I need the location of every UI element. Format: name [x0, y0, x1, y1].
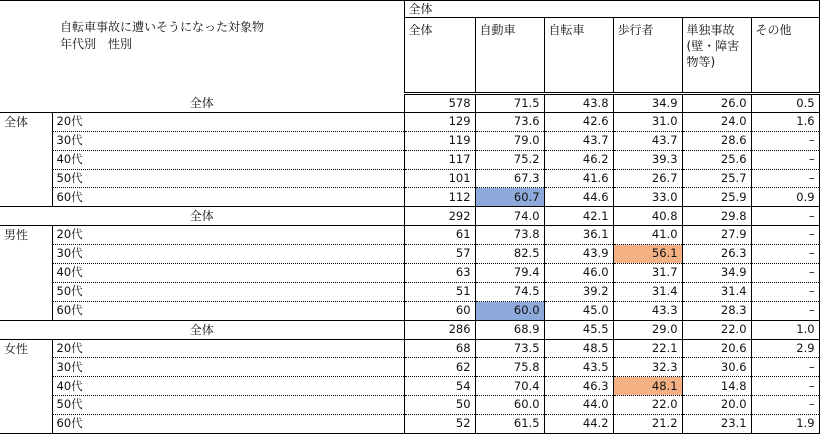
cell-count: 62 — [404, 358, 475, 377]
cell-solo-accident: 25.7 — [682, 169, 751, 188]
cell-car: 70.4 — [475, 377, 544, 396]
table-row — [0, 377, 819, 396]
total-cell-car: 74.0 — [475, 207, 544, 226]
section-total-row — [0, 320, 819, 339]
table-title — [0, 1, 404, 94]
cell-bicycle: 36.1 — [544, 226, 613, 245]
col-header-car: 自動車 — [475, 18, 544, 94]
cell-bicycle: 43.9 — [544, 245, 613, 264]
cell-solo-accident: 25.6 — [682, 150, 751, 169]
cell-solo-accident: 14.8 — [682, 377, 751, 396]
total-cell-pedestrian: 34.9 — [613, 94, 682, 113]
cell-count: 54 — [404, 377, 475, 396]
cell-car: 73.8 — [475, 226, 544, 245]
age-label: 20代 — [52, 112, 404, 131]
col-header-total: 全体 — [404, 18, 475, 94]
cell-solo-accident: 34.9 — [682, 264, 751, 283]
cell-other: – — [751, 358, 819, 377]
age-label: 50代 — [52, 169, 404, 188]
total-cell-other: 1.0 — [751, 320, 819, 339]
total-cell-pedestrian: 29.0 — [613, 320, 682, 339]
cell-pedestrian: 56.1 — [613, 245, 682, 264]
total-cell-other: – — [751, 207, 819, 226]
cell-pedestrian: 43.3 — [613, 301, 682, 320]
cell-pedestrian: 31.4 — [613, 282, 682, 301]
cell-bicycle: 39.2 — [544, 282, 613, 301]
cell-count: 112 — [404, 188, 475, 207]
col-header-solo-accident — [682, 18, 751, 94]
cell-count: 61 — [404, 226, 475, 245]
cell-pedestrian: 39.3 — [613, 150, 682, 169]
cell-pedestrian: 31.0 — [613, 112, 682, 131]
total-label: 全体 — [0, 94, 404, 113]
col-header-solo-line-1: 単独事故 — [686, 23, 735, 37]
cell-other: 1.9 — [751, 415, 819, 434]
cell-car: 74.5 — [475, 282, 544, 301]
total-cell-solo-accident: 22.0 — [682, 320, 751, 339]
age-label: 50代 — [52, 396, 404, 415]
total-cell-pedestrian: 40.8 — [613, 207, 682, 226]
cell-bicycle: 48.5 — [544, 339, 613, 358]
cell-solo-accident: 24.0 — [682, 112, 751, 131]
table-row — [0, 415, 819, 434]
cell-count: 101 — [404, 169, 475, 188]
table-row — [0, 245, 819, 264]
cell-car: 60.0 — [475, 396, 544, 415]
cell-car: 73.6 — [475, 112, 544, 131]
cell-solo-accident: 20.0 — [682, 396, 751, 415]
cell-bicycle: 44.0 — [544, 396, 613, 415]
table-row — [0, 264, 819, 283]
cell-pedestrian: 48.1 — [613, 377, 682, 396]
cell-solo-accident: 28.3 — [682, 301, 751, 320]
header-row-1 — [0, 1, 819, 18]
cell-count: 63 — [404, 264, 475, 283]
cell-other: – — [751, 301, 819, 320]
age-label: 30代 — [52, 245, 404, 264]
cell-other: 2.9 — [751, 339, 819, 358]
table-row — [0, 112, 819, 131]
total-cell-bicycle: 45.5 — [544, 320, 613, 339]
total-label: 全体 — [0, 207, 404, 226]
age-label: 30代 — [52, 131, 404, 150]
cell-pedestrian: 43.7 — [613, 131, 682, 150]
total-cell-other: 0.5 — [751, 94, 819, 113]
age-label: 30代 — [52, 358, 404, 377]
cell-bicycle: 42.6 — [544, 112, 613, 131]
total-cell-bicycle: 43.8 — [544, 94, 613, 113]
cell-bicycle: 43.5 — [544, 358, 613, 377]
total-cell-car: 68.9 — [475, 320, 544, 339]
cell-solo-accident: 25.9 — [682, 188, 751, 207]
cell-solo-accident: 31.4 — [682, 282, 751, 301]
col-header-solo-line-2: (壁・障害 — [686, 39, 740, 53]
table-row — [0, 396, 819, 415]
cell-count: 119 — [404, 131, 475, 150]
cell-pedestrian: 22.0 — [613, 396, 682, 415]
cell-other: – — [751, 245, 819, 264]
cell-pedestrian: 26.7 — [613, 169, 682, 188]
section-total-row — [0, 207, 819, 226]
cell-solo-accident: 27.9 — [682, 226, 751, 245]
col-header-solo-line-3: 物等) — [686, 55, 716, 69]
table-row — [0, 150, 819, 169]
cell-car: 75.8 — [475, 358, 544, 377]
col-header-other: その他 — [751, 18, 819, 94]
cell-count: 50 — [404, 396, 475, 415]
table-row — [0, 169, 819, 188]
cell-other: 0.9 — [751, 188, 819, 207]
age-label: 40代 — [52, 377, 404, 396]
cell-count: 129 — [404, 112, 475, 131]
cell-solo-accident: 28.6 — [682, 131, 751, 150]
table-row — [0, 282, 819, 301]
age-label: 20代 — [52, 339, 404, 358]
cell-bicycle: 44.2 — [544, 415, 613, 434]
cell-count: 117 — [404, 150, 475, 169]
cell-bicycle: 41.6 — [544, 169, 613, 188]
cell-bicycle: 46.3 — [544, 377, 613, 396]
cell-car: 82.5 — [475, 245, 544, 264]
title-line-1: 自転車事故に遭いそうになった対象物 — [60, 20, 265, 34]
overall-header: 全体 — [404, 1, 819, 18]
col-header-bicycle: 自転車 — [544, 18, 613, 94]
section-total-row — [0, 94, 819, 113]
cell-solo-accident: 23.1 — [682, 415, 751, 434]
group-label: 男性 — [0, 226, 52, 320]
cell-other: – — [751, 282, 819, 301]
cell-car: 79.4 — [475, 264, 544, 283]
total-cell-solo-accident: 26.0 — [682, 94, 751, 113]
cell-pedestrian: 33.0 — [613, 188, 682, 207]
age-label: 40代 — [52, 264, 404, 283]
cell-pedestrian: 22.1 — [613, 339, 682, 358]
group-label: 全体 — [0, 112, 52, 206]
cell-pedestrian: 31.7 — [613, 264, 682, 283]
cell-car: 60.0 — [475, 301, 544, 320]
col-header-pedestrian: 歩行者 — [613, 18, 682, 94]
total-cell-count: 292 — [404, 207, 475, 226]
cell-bicycle: 43.7 — [544, 131, 613, 150]
age-label: 60代 — [52, 188, 404, 207]
cell-other: – — [751, 264, 819, 283]
cell-solo-accident: 30.6 — [682, 358, 751, 377]
table-row — [0, 358, 819, 377]
age-label: 50代 — [52, 282, 404, 301]
cell-other: – — [751, 226, 819, 245]
cell-car: 79.0 — [475, 131, 544, 150]
cell-count: 68 — [404, 339, 475, 358]
total-cell-bicycle: 42.1 — [544, 207, 613, 226]
cell-other: 1.6 — [751, 112, 819, 131]
age-label: 60代 — [52, 415, 404, 434]
cell-count: 60 — [404, 301, 475, 320]
table-row — [0, 131, 819, 150]
total-cell-solo-accident: 29.8 — [682, 207, 751, 226]
age-label: 20代 — [52, 226, 404, 245]
cell-car: 67.3 — [475, 169, 544, 188]
cell-car: 73.5 — [475, 339, 544, 358]
age-label: 60代 — [52, 301, 404, 320]
total-cell-car: 71.5 — [475, 94, 544, 113]
cell-bicycle: 46.2 — [544, 150, 613, 169]
table-row — [0, 301, 819, 320]
cell-count: 57 — [404, 245, 475, 264]
cell-solo-accident: 26.3 — [682, 245, 751, 264]
table-row — [0, 226, 819, 245]
title-line-2: 年代別 性別 — [60, 37, 133, 51]
total-label: 全体 — [0, 320, 404, 339]
cell-pedestrian: 21.2 — [613, 415, 682, 434]
age-label: 40代 — [52, 150, 404, 169]
cell-bicycle: 45.0 — [544, 301, 613, 320]
table-row — [0, 339, 819, 358]
cell-car: 60.7 — [475, 188, 544, 207]
group-label: 女性 — [0, 339, 52, 433]
table-row — [0, 188, 819, 207]
cell-other: – — [751, 377, 819, 396]
total-cell-count: 286 — [404, 320, 475, 339]
total-cell-count: 578 — [404, 94, 475, 113]
cell-other: – — [751, 131, 819, 150]
cell-other: – — [751, 169, 819, 188]
cell-car: 61.5 — [475, 415, 544, 434]
cell-other: – — [751, 150, 819, 169]
cell-count: 51 — [404, 282, 475, 301]
cell-pedestrian: 32.3 — [613, 358, 682, 377]
cell-count: 52 — [404, 415, 475, 434]
cell-bicycle: 46.0 — [544, 264, 613, 283]
cell-solo-accident: 20.6 — [682, 339, 751, 358]
cell-other: – — [751, 396, 819, 415]
cell-car: 75.2 — [475, 150, 544, 169]
cell-pedestrian: 41.0 — [613, 226, 682, 245]
cell-bicycle: 44.6 — [544, 188, 613, 207]
